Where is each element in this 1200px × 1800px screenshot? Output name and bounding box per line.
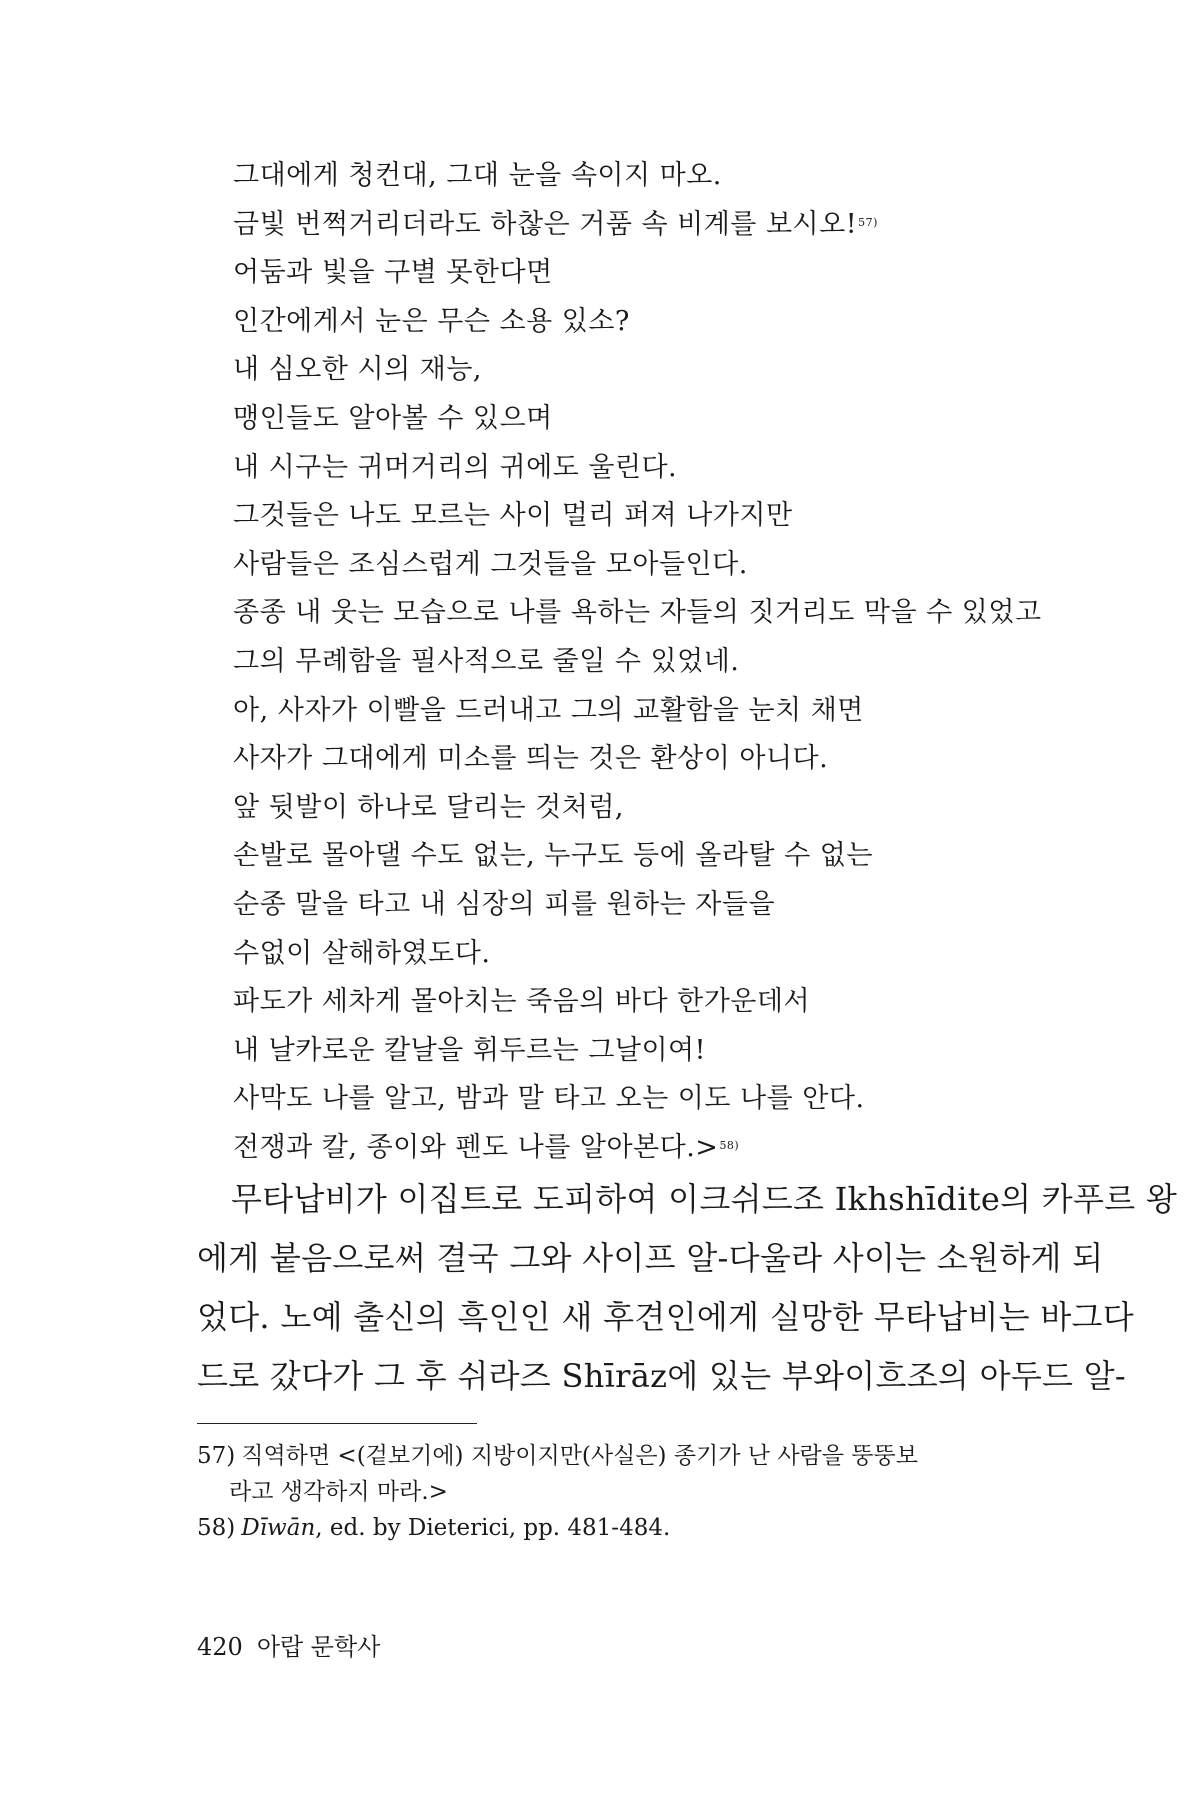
footnote-divider — [197, 1423, 477, 1424]
verse-line: 금빛 번쩍거리더라도 하찮은 거품 속 비계를 보시오!$^{57)}$ — [233, 208, 878, 240]
poem-verse — [233, 152, 1053, 1172]
paragraph-line: 드로 갔다가 그 후 쉬라즈 Shīrāz에 있는 부와이흐조의 아두드 알- — [197, 1357, 1127, 1395]
verse-line: 그의 무례함을 필사적으로 줄일 수 있었네. — [233, 645, 740, 677]
footnotes — [197, 1438, 1047, 1546]
verse-line: 내 시구는 귀머거리의 귀에도 울린다. — [233, 451, 678, 483]
verse-line: 맹인들도 알아볼 수 있으며 — [233, 402, 553, 434]
paragraph-line: 무타납비가 이집트로 도피하여 이크쉬드조 Ikhshīdite의 카푸르 왕 — [231, 1180, 1178, 1218]
paragraph-line: 에게 붙음으로써 결국 그와 사이프 알-다울라 사이는 소원하게 되 — [197, 1239, 1104, 1277]
verse-line: 순종 말을 타고 내 심장의 피를 원하는 자들을 — [233, 888, 776, 920]
verse-line: 전쟁과 칼, 종이와 펜도 나를 알아본다.>$^{58)}$ — [233, 1131, 740, 1163]
verse-line: 그것들은 나도 모르는 사이 멀리 퍼져 나가지만 — [233, 500, 793, 532]
verse-line: 내 날카로운 칼날을 휘두르는 그날이여! — [233, 1034, 706, 1066]
verse-line: 파도가 세차게 몰아치는 죽음의 바다 한가운데서 — [233, 986, 811, 1018]
verse-line: 내 심오한 시의 재능, — [233, 354, 482, 386]
verse-line: 사막도 나를 알고, 밤과 말 타고 오는 이도 나를 안다. — [233, 1083, 865, 1115]
footnote-work-title: Dīwān — [241, 1515, 316, 1541]
footnote-number: 58) — [197, 1515, 236, 1541]
body-paragraph — [197, 1170, 1178, 1406]
running-title: 아랍 문학사 — [256, 1633, 381, 1661]
verse-line: 아, 사자가 이빨을 드러내고 그의 교활함을 눈치 채면 — [233, 694, 864, 726]
verse-line: 인간에게서 눈은 무슨 소용 있소? — [233, 305, 630, 337]
page-number: 420 — [197, 1633, 243, 1661]
page-footer — [197, 1632, 380, 1662]
verse-line: 수없이 살해하였도다. — [233, 937, 491, 969]
verse-line: 어둠과 빛을 구별 못한다면 — [233, 257, 553, 289]
footnote-57 — [197, 1438, 1047, 1474]
footnote-text: , ed. by Dieterici, pp. 481-484. — [315, 1515, 671, 1541]
verse-line: 그대에게 청컨대, 그대 눈을 속이지 마오. — [233, 160, 722, 191]
footnote-ref-58: 58) — [719, 1138, 740, 1152]
verse-line: 종종 내 웃는 모습으로 나를 욕하는 자들의 짓거리도 막을 수 있었고 — [233, 597, 1042, 629]
footnote-text: 직역하면 <(겉보기에) 지방이지만(사실은) 종기가 난 사람을 뚱뚱보 — [241, 1443, 918, 1469]
verse-line: 사람들은 조심스럽게 그것들을 모아들인다. — [233, 548, 748, 580]
footnote-text: 라고 생각하지 마라.> — [229, 1479, 448, 1505]
footnote-number: 57) — [197, 1443, 236, 1469]
footnote-58 — [197, 1510, 1047, 1546]
verse-line: 손발로 몰아댈 수도 없는, 누구도 등에 올라탈 수 없는 — [233, 840, 873, 872]
footnote-ref-57: 57) — [858, 215, 878, 229]
verse-line: 앞 뒷발이 하나로 달리는 것처럼, — [233, 791, 624, 823]
footnote-57-continued — [197, 1474, 1047, 1510]
paragraph-line: 었다. 노예 출신의 흑인인 새 후견인에게 실망한 무타납비는 바그다 — [197, 1298, 1134, 1336]
verse-line: 사자가 그대에게 미소를 띄는 것은 환상이 아니다. — [233, 743, 829, 775]
